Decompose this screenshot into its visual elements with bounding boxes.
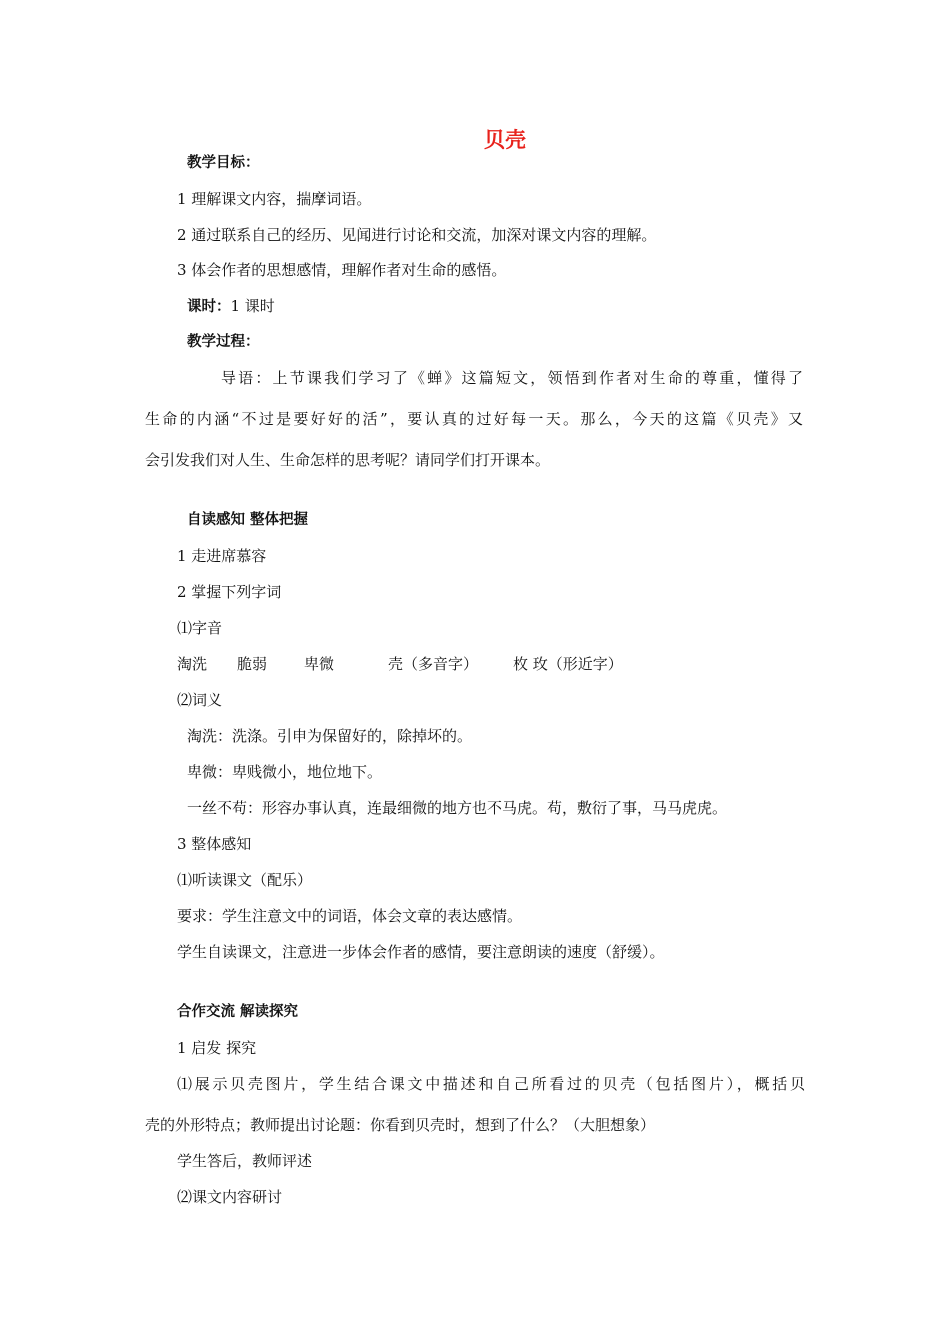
section1-heading: 自读感知 整体把握 <box>187 512 309 528</box>
lesson-time-value: 1 课时 <box>230 297 275 315</box>
intro-line: 导语：上节课我们学习了《蝉》这篇短文，领悟到作者对生命的尊重，懂得了 <box>221 369 803 387</box>
show-line: ⑴展示贝壳图片，学生结合课文中描述和自己所看过的贝壳（包括图片），概括贝 <box>177 1075 805 1093</box>
pronunciation-label: ⑴字音 <box>177 619 223 637</box>
content-study: ⑵课文内容研讨 <box>177 1188 283 1206</box>
document-title: 贝壳 <box>484 128 526 152</box>
listen-step: ⑴听读课文（配乐） <box>177 871 313 889</box>
word-meaning: 淘洗：洗涤。引申为保留好的，除掉坏的。 <box>187 727 473 745</box>
intro-line: 生命的内涵“不过是要好好的活”，要认真的过好每一天。那么，今天的这篇《贝壳》又 <box>145 410 803 428</box>
lesson-time-label: 课时： <box>187 299 231 315</box>
lesson-time <box>187 296 275 317</box>
section2-heading: 合作交流 解读探究 <box>177 1004 299 1020</box>
section2-item: 1 启发 探究 <box>177 1039 257 1057</box>
word-meaning: 一丝不苟：形容办事认真，连最细微的地方也不马虎。苟，敷衍了事，马马虎虎。 <box>187 799 728 817</box>
objective-item: 1 理解课文内容，揣摩词语。 <box>177 190 372 208</box>
vocab-word: 枚 玫（形近字） <box>513 655 623 673</box>
process-heading: 教学过程： <box>187 334 260 350</box>
section1-item: 3 整体感知 <box>177 835 252 853</box>
show-line: 壳的外形特点；教师提出讨论题：你看到贝壳时，想到了什么？（大胆想象） <box>145 1116 656 1134</box>
intro-line: 会引发我们对人生、生命怎样的思考呢？请同学们打开课本。 <box>145 451 551 469</box>
self-read-text: 学生自读课文，注意进一步体会作者的感情，要注意朗读的速度（舒缓）。 <box>177 943 665 961</box>
objective-item: 2 通过联系自己的经历、见闻进行讨论和交流，加深对课文内容的理解。 <box>177 226 657 244</box>
vocab-word: 脆弱 <box>237 655 268 673</box>
objective-item: 3 体会作者的思想感情，理解作者对生命的感悟。 <box>177 261 507 279</box>
vocab-word: 壳（多音字） <box>388 655 479 673</box>
section1-item: 1 走进席慕容 <box>177 547 267 565</box>
after-answer-text: 学生答后，教师评述 <box>177 1152 313 1170</box>
section1-item: 2 掌握下列字词 <box>177 583 282 601</box>
meaning-label: ⑵词义 <box>177 691 223 709</box>
vocab-word: 卑微 <box>304 655 335 673</box>
objectives-heading: 教学目标： <box>187 155 260 171</box>
word-meaning: 卑微：卑贱微小，地位地下。 <box>187 763 383 781</box>
requirement-text: 要求：学生注意文中的词语，体会文章的表达感情。 <box>177 907 523 925</box>
vocab-word: 淘洗 <box>177 655 208 673</box>
